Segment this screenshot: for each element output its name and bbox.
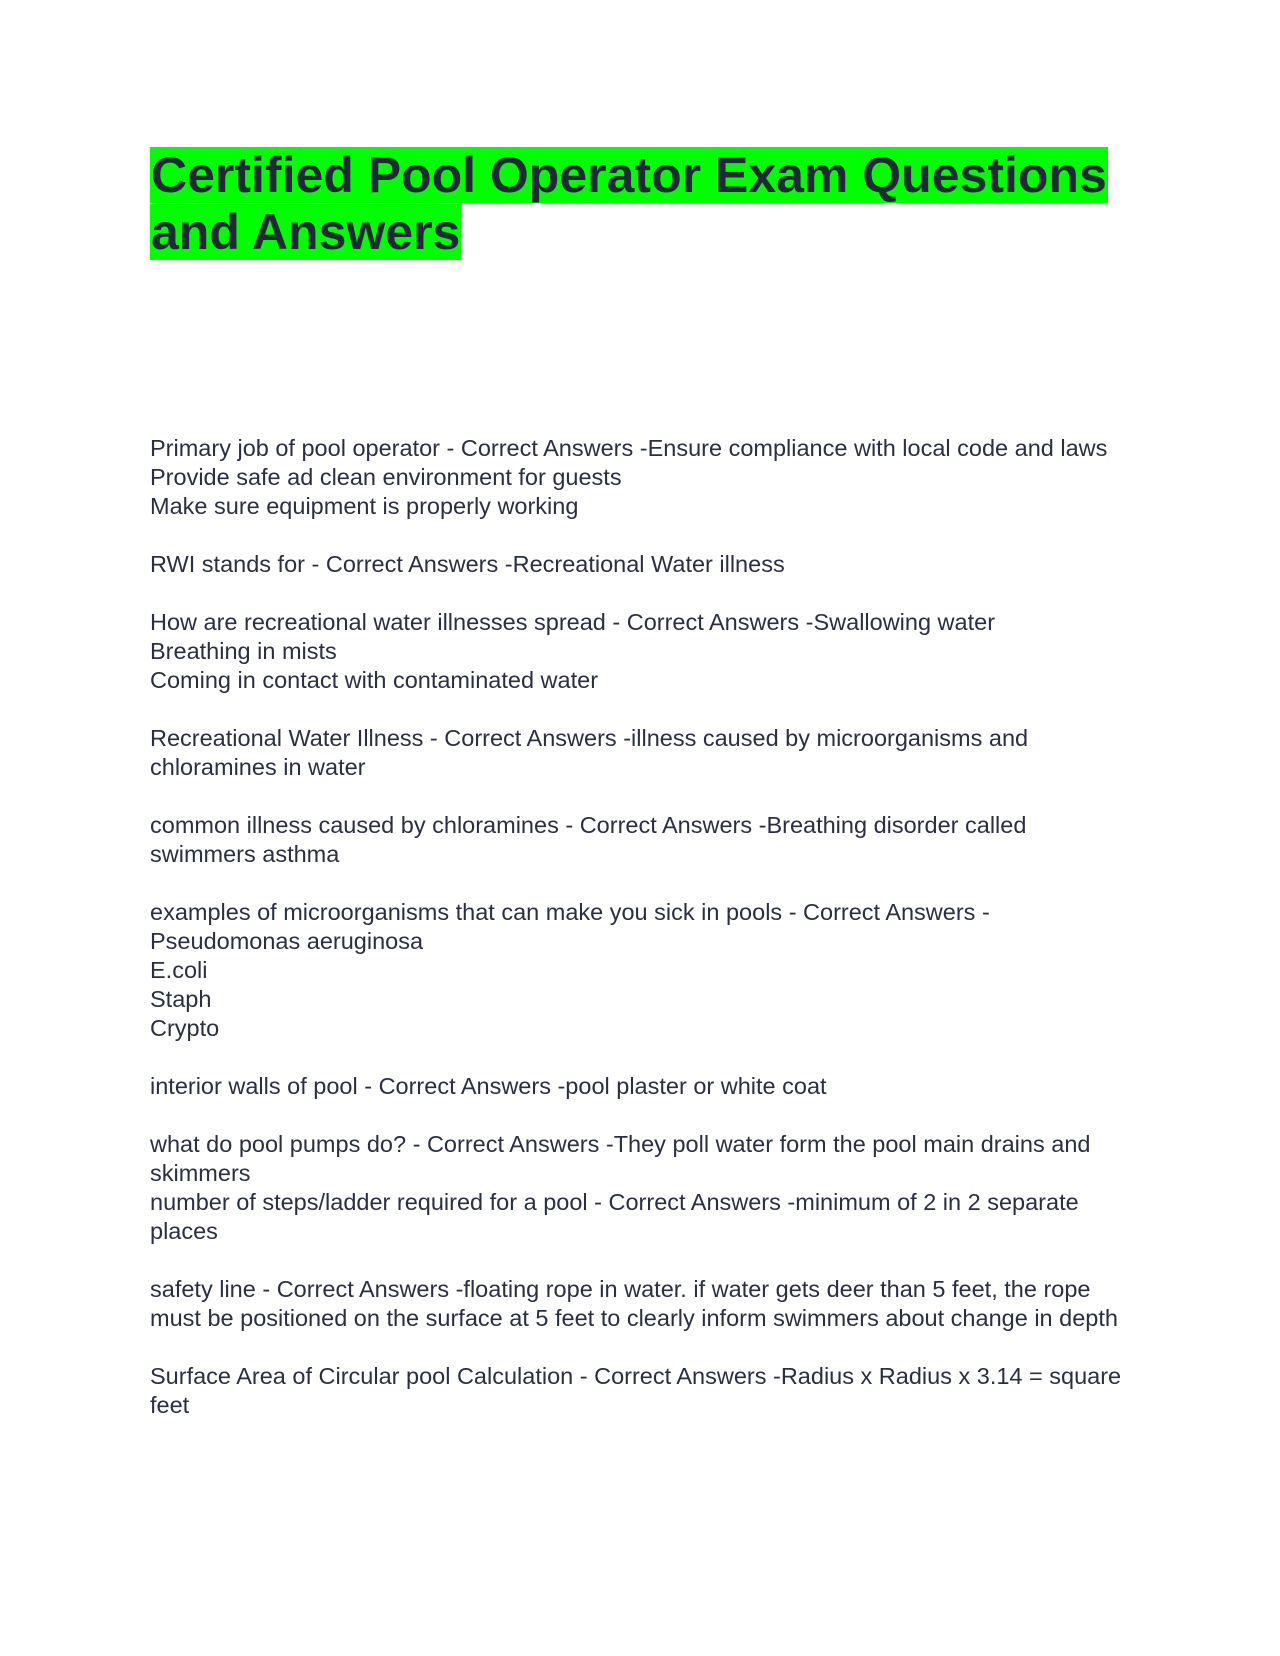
qa-line: number of steps/ladder required for a pool - Correct Answers -minimum of 2 in 2 separate places <box>150 1189 1079 1244</box>
document-title <box>150 147 1140 261</box>
qa-entry <box>150 1130 1130 1188</box>
qa-entry <box>150 1188 1130 1246</box>
qa-entry <box>150 1362 1130 1420</box>
qa-line: Surface Area of Circular pool Calculation - Correct Answers -Radius x Radius x 3.14 = square feet <box>150 1363 1122 1418</box>
qa-entry <box>150 811 1130 869</box>
qa-line: Crypto <box>150 1015 220 1041</box>
qa-line: E.coli <box>150 957 208 983</box>
qa-entry <box>150 724 1130 782</box>
qa-line: interior walls of pool - Correct Answers -pool plaster or white coat <box>150 1073 827 1099</box>
qa-entry <box>150 434 1130 521</box>
qa-line: RWI stands for - Correct Answers -Recreational Water illness <box>150 551 785 577</box>
qa-line: Provide safe ad clean environment for guests <box>150 464 622 490</box>
qa-entry <box>150 550 1130 579</box>
qa-line: examples of microorganisms that can make you sick in pools - Correct Answers -Pseudomonas aeruginosa <box>150 899 990 954</box>
qa-line: Make sure equipment is properly working <box>150 493 579 519</box>
qa-entry <box>150 1275 1130 1333</box>
qa-entry <box>150 1072 1130 1101</box>
qa-line: Primary job of pool operator - Correct Answers -Ensure compliance with local code and laws <box>150 435 1108 461</box>
qa-line: Staph <box>150 986 212 1012</box>
qa-line: Recreational Water Illness - Correct Answers -illness caused by microorganisms and chloramines in water <box>150 725 1029 780</box>
qa-line: Breathing in mists <box>150 638 337 664</box>
qa-line: what do pool pumps do? - Correct Answers -They poll water form the pool main drains and skimmers <box>150 1131 1091 1186</box>
qa-entry <box>150 608 1130 695</box>
qa-entry <box>150 898 1130 1043</box>
qa-line: common illness caused by chloramines - Correct Answers -Breathing disorder called swimmers asthma <box>150 812 1027 867</box>
qa-list <box>150 434 1130 1449</box>
title-highlight: Certified Pool Operator Exam Questions and Answers <box>151 147 1107 260</box>
qa-line: How are recreational water illnesses spread - Correct Answers -Swallowing water <box>150 609 996 635</box>
qa-line: safety line - Correct Answers -floating rope in water. if water gets deer than 5 feet, the rope must be positioned on the surface at 5 feet to clearly inform swimmers about change in depth <box>150 1276 1118 1331</box>
qa-line: Coming in contact with contaminated water <box>150 667 599 693</box>
